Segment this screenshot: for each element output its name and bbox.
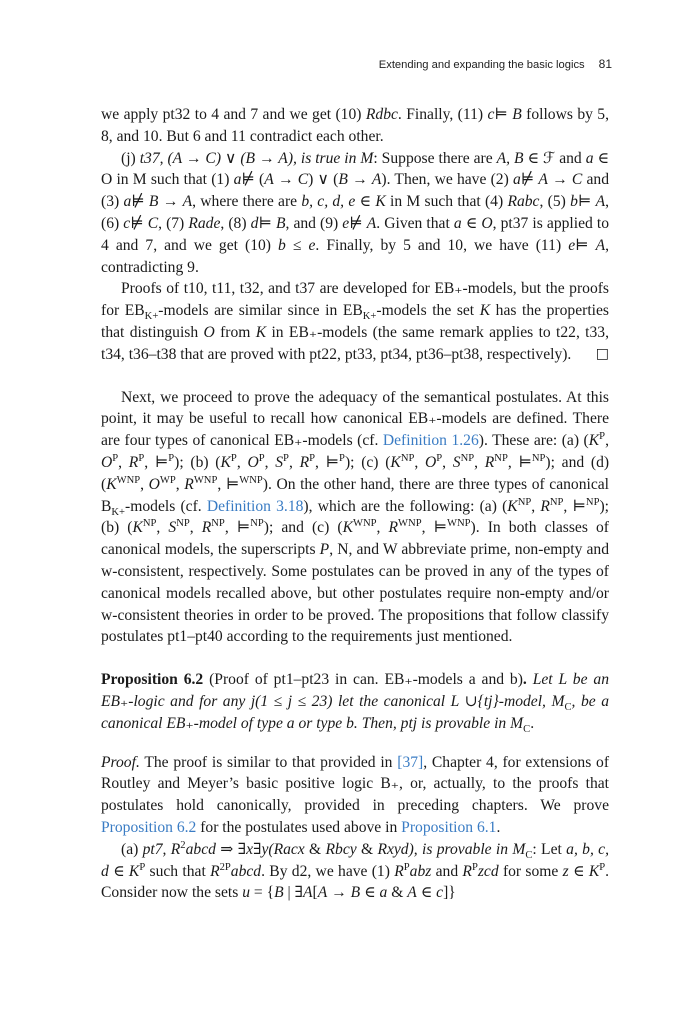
- text-run: and (3): [101, 171, 610, 211]
- text-run: ); (b) (: [174, 453, 221, 471]
- text-run: , ⊨: [315, 453, 340, 471]
- text-run: a: [585, 149, 594, 167]
- text-run: e: [342, 214, 350, 232]
- text-run: C: [571, 171, 583, 189]
- text-run: ,: [414, 453, 425, 471]
- text-run: [: [312, 884, 318, 902]
- text-run: Rdbc: [365, 106, 398, 123]
- running-title: Extending and expanding the basic logics: [378, 59, 585, 71]
- text-run: NP: [142, 518, 157, 530]
- text-run: P: [403, 861, 410, 873]
- text-run: c: [123, 214, 131, 232]
- text-run: c: [487, 106, 495, 123]
- text-run: &: [304, 840, 326, 858]
- text-run: K: [588, 862, 600, 880]
- text-run: , (5): [539, 193, 571, 211]
- text-run: = {: [250, 884, 275, 902]
- text-run: a: [233, 171, 242, 189]
- text-run: : Suppose there are: [373, 149, 497, 167]
- text-run: B: [338, 171, 348, 189]
- text-run: ,: [156, 519, 169, 537]
- paragraph-continuation: [101, 104, 609, 148]
- text-run: ,: [264, 453, 276, 471]
- text-run: P: [309, 452, 316, 464]
- text-run: ,: [474, 453, 485, 471]
- text-run: S: [452, 453, 461, 471]
- text-run: , where there are: [192, 193, 302, 211]
- text-run: y(Racx: [261, 840, 305, 858]
- text-run: b, c, d, e: [301, 193, 356, 211]
- text-run: , ⊨: [563, 497, 586, 515]
- text-run: WNP: [447, 518, 471, 530]
- text-run: u: [242, 884, 250, 902]
- text-run: B: [512, 106, 522, 123]
- running-header: [379, 57, 612, 71]
- text-run: .: [530, 714, 535, 732]
- text-run: Let L be an EB₊-logic and for any j(1 ≤ j ≤ 23) let the canonical L ∪{tj}-model, M: [101, 671, 609, 710]
- text-run: NP: [549, 496, 564, 508]
- text-run: A: [371, 171, 382, 189]
- text-run: , contradicting 9.: [101, 236, 609, 276]
- text-run: , ⊨: [224, 519, 251, 537]
- text-run: ⊨: [577, 193, 596, 211]
- text-run: R: [184, 475, 194, 493]
- text-run: NP: [250, 518, 264, 530]
- text-run: 2: [180, 839, 186, 851]
- text-run: A: [366, 214, 377, 232]
- text-run: B: [274, 884, 284, 902]
- text-run: P: [138, 452, 145, 464]
- text-run: B: [350, 884, 361, 902]
- text-run: NP: [585, 496, 600, 508]
- text-run: WNP: [193, 474, 218, 486]
- text-run: K: [342, 519, 353, 537]
- text-run: B: [275, 214, 286, 232]
- text-run: P: [112, 452, 119, 464]
- text-run: A: [538, 171, 548, 189]
- text-run: for the postulates used above in: [196, 818, 402, 836]
- text-run: , ⊨: [144, 453, 169, 471]
- text-run: →: [327, 884, 351, 902]
- text-run: such that: [145, 862, 211, 880]
- text-run: Proofs of t10, t11, t32, and t37 are developed for EB₊-models, but the proofs for EB: [101, 280, 609, 320]
- text-run: , (7): [158, 214, 189, 232]
- page-number: 81: [598, 57, 612, 71]
- text-run: P: [258, 452, 265, 464]
- text-run: ,: [189, 519, 202, 537]
- text-run: ); and (c) (: [263, 519, 343, 537]
- text-run: K: [106, 475, 117, 493]
- text-run: A: [317, 884, 328, 902]
- text-run: -models (cf.: [125, 497, 207, 515]
- text-run: K: [220, 453, 231, 471]
- text-run: abcd: [185, 840, 216, 858]
- text-run: NP: [460, 452, 475, 464]
- text-run: K+: [111, 506, 126, 518]
- text-run: ⇒ ∃: [215, 840, 247, 858]
- text-run: (Proof of pt1–pt23 in can. EB₊-models a and b): [203, 671, 523, 689]
- text-run: and: [431, 862, 463, 880]
- text-run: &: [356, 840, 378, 858]
- text-run: , and (9): [285, 214, 343, 232]
- text-run: ∈: [108, 862, 129, 880]
- text-run: ≤: [285, 236, 309, 254]
- cross-reference-link[interactable]: Proposition 6.1: [401, 818, 497, 836]
- text-run: C: [147, 214, 159, 232]
- text-run: P: [230, 452, 237, 464]
- text-run: x: [246, 840, 253, 858]
- text-run: a: [123, 193, 132, 211]
- text-run: ). In both classes of canonical models, the superscripts: [101, 519, 609, 559]
- text-run: a: [512, 171, 521, 189]
- text-run: Rade: [188, 214, 221, 232]
- text-run: A: [595, 193, 606, 211]
- text-run: A, B: [496, 149, 524, 167]
- text-run: ). On the other hand, there are three types of canonical B: [101, 475, 610, 515]
- cross-reference-link[interactable]: [37]: [397, 753, 424, 771]
- text-run: C: [523, 723, 531, 735]
- text-run: has the properties that distinguish: [101, 302, 609, 341]
- text-run: ∃: [252, 840, 262, 858]
- text-run: , ⊨: [507, 453, 532, 471]
- text-run: NP: [531, 452, 546, 464]
- text-run: A: [182, 193, 193, 211]
- text-run: P: [599, 861, 606, 873]
- text-run: WNP: [239, 474, 263, 486]
- text-run: →: [158, 193, 183, 211]
- text-run: .: [522, 671, 527, 689]
- text-run: K: [255, 323, 267, 341]
- text-run: K: [390, 453, 401, 471]
- text-run: →: [547, 171, 572, 189]
- text-run: P: [339, 452, 345, 464]
- text-run: ). Then, we have (2): [381, 171, 513, 189]
- text-run: K: [479, 302, 491, 320]
- proof-paragraph: [101, 752, 609, 839]
- cross-reference-link[interactable]: Proposition 6.2: [101, 818, 197, 836]
- text-run: abz: [409, 862, 432, 880]
- text-run: A: [407, 884, 417, 902]
- text-run: R: [394, 862, 404, 880]
- text-run: NP: [211, 518, 225, 530]
- text-run: B: [148, 193, 159, 211]
- text-run: R: [128, 453, 139, 471]
- text-run: , (8): [220, 214, 251, 232]
- text-run: Rbcy: [325, 840, 357, 858]
- qed-square: □: [595, 345, 609, 362]
- text-run: ∈: [461, 214, 482, 232]
- text-run: ,: [605, 432, 609, 450]
- text-run: ∈ O in M such that (1): [101, 149, 609, 189]
- text-run: ,: [236, 453, 248, 471]
- text-run: . Consider now the sets: [101, 862, 610, 902]
- text-run: ⊭: [130, 214, 148, 232]
- text-run: P: [599, 430, 606, 442]
- text-run: The proof is similar to that provided in: [139, 753, 398, 771]
- text-run: ⊭ (: [241, 171, 265, 189]
- text-run: e: [308, 236, 316, 254]
- text-run: A: [264, 171, 274, 189]
- text-run: P: [283, 452, 289, 464]
- text-run: &: [387, 884, 408, 902]
- text-run: , be a canonical EB₊-model of type a or type b. Then, ptj is provable in M: [101, 692, 609, 732]
- text-run: Proof.: [101, 753, 140, 771]
- text-run: ); (b) (: [101, 497, 609, 537]
- text-run: 2P: [219, 861, 231, 873]
- text-run: : Let: [532, 840, 567, 858]
- cross-reference-link[interactable]: Definition 3.18: [206, 497, 304, 515]
- text-run: , ⊨: [217, 475, 240, 493]
- text-run: ,: [376, 519, 389, 537]
- text-run: Next, we proceed to prove the adequacy of the semantical postulates. At this point, it may be useful to recall how canonical EB₊-models are defined. There are four types of canonical EB₊-models (cf.: [101, 388, 609, 450]
- text-run: A: [303, 884, 313, 902]
- text-run: from: [214, 323, 256, 341]
- text-run: R: [210, 862, 220, 880]
- text-run: (j): [121, 149, 140, 167]
- text-run: WNP: [116, 474, 141, 486]
- text-run: K: [128, 862, 140, 880]
- text-run: ,: [175, 475, 185, 493]
- paragraph-proofs-remark: [101, 278, 609, 365]
- text-run: O: [148, 475, 160, 493]
- text-run: . Finally, (11): [397, 106, 488, 123]
- text-run: K+: [362, 311, 377, 323]
- text-run: P: [471, 861, 478, 873]
- text-run: in M such that (4): [385, 193, 508, 211]
- text-run: NP: [176, 518, 190, 530]
- text-run: zcd: [477, 862, 499, 880]
- text-run: P: [139, 861, 146, 873]
- text-run: A: [595, 236, 606, 254]
- text-run: , ⊨: [421, 519, 447, 537]
- text-run: O: [247, 453, 259, 471]
- text-run: , N, and W abbreviate prime, non-empty and w-consistent, respectively. Some postulates can be proved in any of the types of canonical models recalled above, but other postulates require non-empty and/or w-consistent theories in order to be proved. The propositions that follow classify postulates pt1–pt40 according to the requirements just mentioned.: [101, 541, 609, 646]
- text-run: K: [507, 497, 518, 515]
- text-run: →: [273, 171, 298, 189]
- text-run: O: [481, 214, 493, 232]
- text-run: ,: [531, 497, 541, 515]
- text-run: . Finally, by 5 and 10, we have (11): [315, 236, 569, 254]
- text-run: ∈: [360, 884, 380, 902]
- text-run: ⊨: [258, 214, 276, 232]
- text-run: pt7, R: [142, 840, 181, 858]
- text-run: a: [453, 214, 462, 232]
- text-run: R: [299, 453, 310, 471]
- text-run: R: [388, 519, 399, 537]
- text-run: Rxyd), is provable in M: [377, 840, 526, 858]
- text-run: R: [540, 497, 550, 515]
- text-run: WNP: [398, 518, 422, 530]
- text-run: C: [525, 849, 533, 861]
- text-run: ); (c) (: [344, 453, 391, 471]
- text-run: NP: [494, 452, 508, 464]
- text-run: , Chapter 4, for extensions of Routley and Meyer’s basic positive logic B₊, or, actually, to the proofs that postulates hold canonically, provided in preceding chapters. We prove: [101, 753, 610, 815]
- paragraph-item-j: [101, 148, 609, 279]
- text-run: WNP: [352, 518, 377, 530]
- text-run: | ∃: [283, 884, 303, 902]
- text-run: P: [168, 452, 175, 464]
- text-run: R: [462, 862, 472, 880]
- text-run: R: [201, 519, 212, 537]
- text-run: ⊭: [131, 193, 149, 211]
- text-run: . By d2, we have (1): [261, 862, 395, 880]
- text-run: ⊨: [575, 236, 596, 254]
- text-run: abcd: [230, 862, 262, 880]
- text-run: , (6): [101, 193, 609, 232]
- text-run: NP: [517, 496, 532, 508]
- text-run: O: [425, 453, 437, 471]
- text-run: ), which are the following: (a) (: [303, 497, 508, 515]
- text-run: C: [297, 171, 309, 189]
- body-text: [101, 104, 609, 904]
- text-run: ∈: [416, 884, 437, 902]
- cross-reference-link[interactable]: Definition 1.26: [382, 432, 479, 450]
- text-run: S: [275, 453, 284, 471]
- paragraph-item-a: [101, 839, 609, 904]
- paragraph-canonical-models: [101, 387, 609, 649]
- text-run: follows by 5, 8, and 10. But 6 and 11 contradict each other.: [101, 106, 610, 145]
- text-run: K+: [144, 311, 159, 323]
- text-run: NP: [400, 452, 415, 464]
- text-run: , pt37 is applied to 4 and 7, and we get (10): [101, 214, 609, 254]
- text-run: .: [496, 818, 501, 836]
- text-run: K: [375, 193, 386, 211]
- text-run: ,: [140, 475, 149, 493]
- text-run: ∈ ℱ and: [523, 149, 586, 167]
- text-run: in EB₊-models (the same remark applies to t22, t33, t34, t36–t38 that are proved with pt22, pt33, pt34, pt36–pt38, respectively).: [101, 323, 609, 363]
- proposition-6-2: [101, 669, 609, 734]
- text-run: C: [564, 702, 572, 714]
- text-run: (a): [121, 840, 143, 858]
- text-run: a, b, c, d: [101, 840, 609, 880]
- text-run: c: [436, 884, 444, 902]
- text-run: we apply pt32 to 4 and 7 and we get (10): [101, 106, 366, 123]
- text-run: a: [379, 884, 388, 902]
- text-run: ); and (d) (: [101, 453, 610, 493]
- text-run: K: [132, 519, 143, 537]
- text-run: P: [319, 541, 330, 559]
- text-run: S: [168, 519, 177, 537]
- text-run: Proposition 6.2: [101, 671, 204, 689]
- text-run: ,: [442, 453, 453, 471]
- text-run: R: [484, 453, 495, 471]
- text-run: ) ∨ (: [308, 171, 339, 189]
- text-run: b: [570, 193, 578, 211]
- text-run: -models the set: [376, 302, 480, 320]
- text-run: e: [568, 236, 576, 254]
- text-run: ∈: [568, 862, 589, 880]
- text-run: b: [278, 236, 286, 254]
- text-run: ⊭: [520, 171, 539, 189]
- text-run: O: [101, 453, 113, 471]
- text-run: ). These are: (a) (: [478, 432, 589, 450]
- text-run: ⊭: [349, 214, 367, 232]
- text-run: d: [250, 214, 259, 232]
- text-run: z: [562, 862, 569, 880]
- text-run: ⊨: [494, 106, 513, 123]
- text-run: ]}: [443, 884, 456, 902]
- text-run: Rabc: [507, 193, 540, 211]
- text-run: →: [347, 171, 372, 189]
- text-run: P: [436, 452, 443, 464]
- text-run: ,: [118, 453, 129, 471]
- text-run: ,: [288, 453, 300, 471]
- text-run: ∈: [355, 193, 376, 211]
- text-run: WP: [159, 474, 176, 486]
- text-run: . Given that: [376, 214, 454, 232]
- text-run: for some: [498, 862, 563, 880]
- text-run: -models are similar since in EB: [158, 302, 363, 320]
- text-run: K: [588, 432, 600, 450]
- text-run: t37, (A → C) ∨ (B → A), is true in M: [139, 149, 374, 167]
- text-run: O: [203, 323, 215, 341]
